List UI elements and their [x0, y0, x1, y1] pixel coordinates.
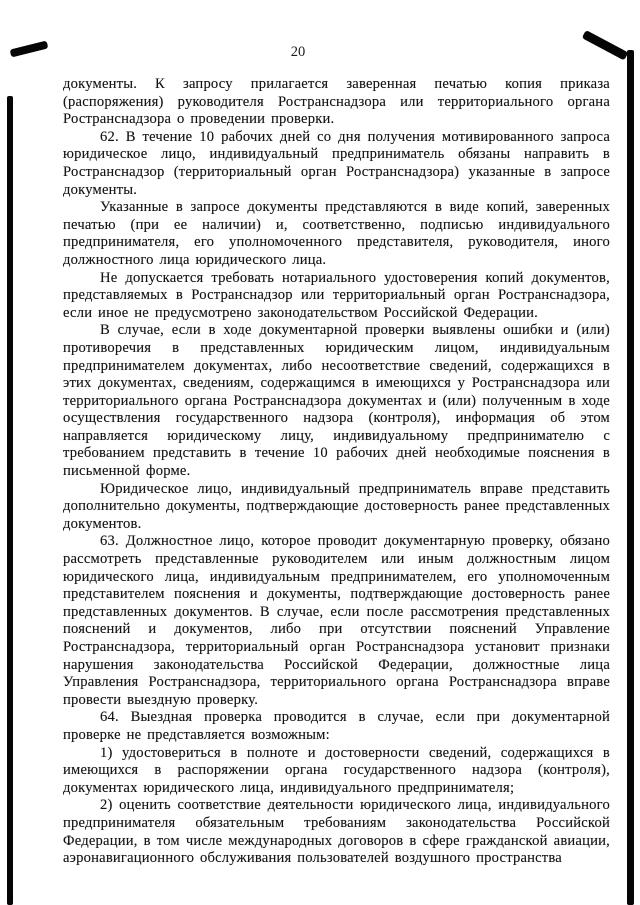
page-number: 20 [290, 44, 306, 60]
scan-artifact-left-edge [7, 96, 13, 905]
paragraph: 62. В течение 10 рабочих дней со дня получения мотивированного запроса юридическое лицо, индивидуальный предприниматель обязаны направить в Ространснадзор (территориальный орган Ространснадзора) указанные в запросе документы. [63, 128, 610, 198]
paragraph: Не допускается требовать нотариального удостоверения копий документов, представляемых в Ространснадзор или территориальный орган Ространснадзора, если иное не предусмотрено законодательством Российской Федерации. [63, 269, 610, 321]
paragraph: 63. Должностное лицо, которое проводит документарную проверку, обязано рассмотреть представленные руководителем или иным должностным лицом юридического лица, индивидуальным предпринимателем, его уполномоченным представителем пояснения и документы, подтверждающие достоверность ранее представленных документов. В случае, если после рассмотрения представленных пояснений и документов, либо при отсутствии пояснений Управление Ространснадзора, территориальный орган Ространснадзора установит признаки нарушения законодательства Российской Федерации, должностные лица Управления Ространснадзора, территориального органа Ространснадзора вправе провести выездную проверку. [63, 533, 610, 708]
paragraph: документы. К запросу прилагается заверенная печатью копия приказа (распоряжения) руководителя Ространснадзора или территориального органа Ространснадзора о проведении проверки. [63, 76, 610, 128]
document-body-text [63, 76, 610, 868]
paragraph: 1) удостовериться в полноте и достоверности сведений, содержащихся в имеющихся в распоряжении органа государственного надзора (контроля), документах юридического лица, индивидуального предпринимателя; [63, 744, 610, 796]
paragraph: В случае, если в ходе документарной проверки выявлены ошибки и (или) противоречия в представленных юридическим лицом, индивидуальным предпринимателем документах, либо несоответствие сведений, содержащихся в этих документах, сведениям, содержащимся в имеющихся у Ространснадзора или территориального органа Ространснадзора документах и (или) полученным в ходе осуществления государственного надзора (контроля), информация об этом направляется юридическому лицу, индивидуальному предпринимателю с требованием представить в течение 10 рабочих дней необходимые пояснения в письменной форме. [63, 322, 610, 480]
paragraph: Юридическое лицо, индивидуальный предприниматель вправе представить дополнительно документы, подтверждающие достоверность ранее представленных документов. [63, 480, 610, 532]
scan-artifact-right-edge [627, 50, 634, 905]
paragraph: 2) оценить соответствие деятельности юридического лица, индивидуального предпринимателя обязательным требованиям законодательства Российской Федерации, в том числе международных договоров в сфере гражданской авиации, аэронавигационного обслуживания пользователей воздушного пространства [63, 797, 610, 867]
paragraph: 64. Выездная проверка проводится в случае, если при документарной проверке не представляется возможным: [63, 709, 610, 743]
paragraph: Указанные в запросе документы представляются в виде копий, заверенных печатью (при ее наличии) и, соответственно, подписью индивидуального предпринимателя, его уполномоченного представителя, руководителя, иного должностного лица юридического лица. [63, 199, 610, 268]
